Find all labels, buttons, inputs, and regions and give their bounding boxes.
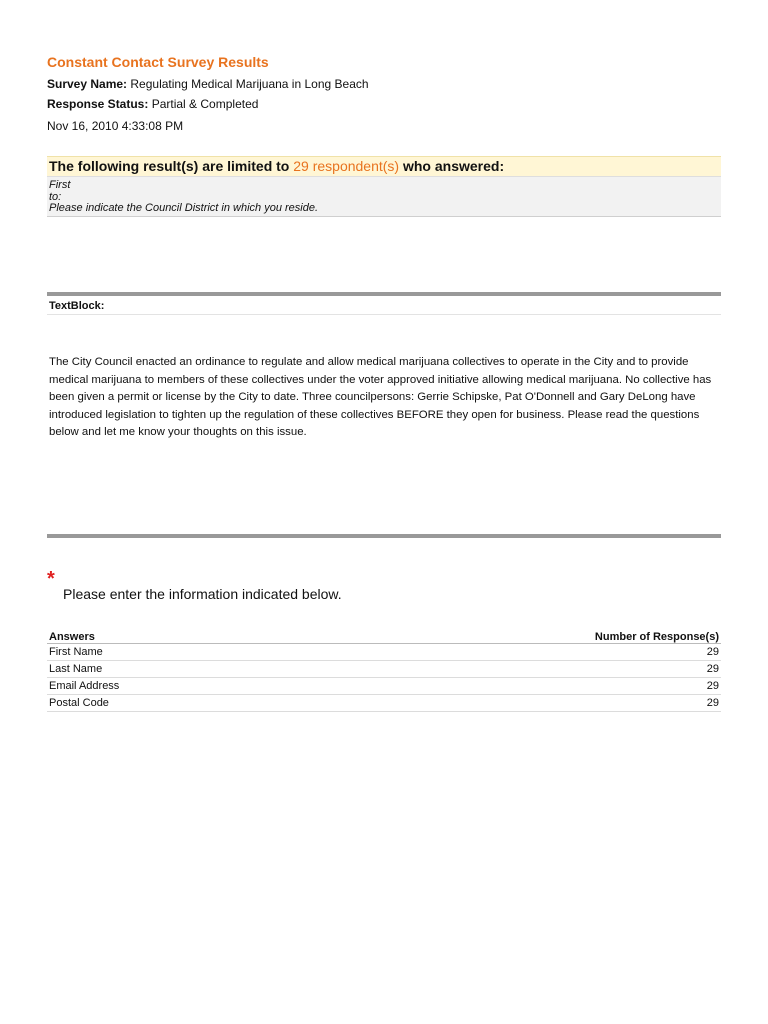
table-row [47, 644, 721, 661]
required-asterisk-icon: * [47, 568, 55, 590]
response-count: 29 [706, 646, 719, 658]
answer-label: Email Address [49, 680, 120, 692]
report-timestamp: Nov 16, 2010 4:33:08 PM [47, 119, 184, 133]
answer-label: First Name [49, 646, 103, 658]
filter-box [47, 156, 721, 215]
answer-label: Postal Code [49, 697, 109, 709]
textblock-label-underline [47, 314, 721, 315]
report-title: Constant Contact Survey Results [47, 54, 269, 70]
respondent-count: 29 respondent(s) [293, 158, 400, 174]
response-count: 29 [706, 697, 719, 709]
survey-name-value: Regulating Medical Marijuana in Long Beach [130, 77, 369, 91]
filter-prefix: The following result(s) are limited to [49, 158, 294, 174]
survey-name-line [47, 77, 369, 91]
table-row [47, 678, 721, 695]
response-status-line [47, 97, 258, 111]
responses-column-header: Number of Response(s) [594, 631, 719, 643]
filter-heading [47, 156, 721, 176]
filter-criteria-line: to: [49, 190, 62, 203]
question-text: Please enter the information indicated below. [63, 586, 342, 602]
textblock-body: The City Council enacted an ordinance to regulate and allow medical marijuana collectives to operate in the City and to provide medical marijuana to members of these collectives under the voter approved initiative allowing medical marijuana. No collective has been given a permit or license by the City to date. Three councilpersons: Gerrie Schipske, Pat O'Donnell and Gary DeLong have introduced legislation to tighten up the regulation of these collectives BEFORE they open for business. Please read the questions below and let me know your thoughts on this issue. [49, 356, 712, 439]
response-count: 29 [706, 663, 719, 675]
textblock-label: TextBlock: [49, 300, 105, 312]
answers-column-header: Answers [49, 631, 95, 643]
response-status-label: Response Status: [47, 97, 149, 111]
answers-table [47, 629, 721, 712]
response-count: 29 [706, 680, 719, 692]
filter-criteria-line: First [49, 179, 71, 191]
filter-suffix: who answered: [399, 158, 505, 174]
table-row [47, 661, 721, 678]
filter-criteria [47, 176, 721, 217]
answer-label: Last Name [49, 663, 103, 675]
survey-name-label: Survey Name: [47, 77, 128, 91]
section-divider [47, 292, 721, 296]
section-divider [47, 534, 721, 538]
answers-table-header [47, 629, 721, 644]
filter-criteria-line: Please indicate the Council District in which you reside. [49, 202, 319, 214]
table-row [47, 695, 721, 712]
response-status-value: Partial & Completed [151, 97, 259, 111]
